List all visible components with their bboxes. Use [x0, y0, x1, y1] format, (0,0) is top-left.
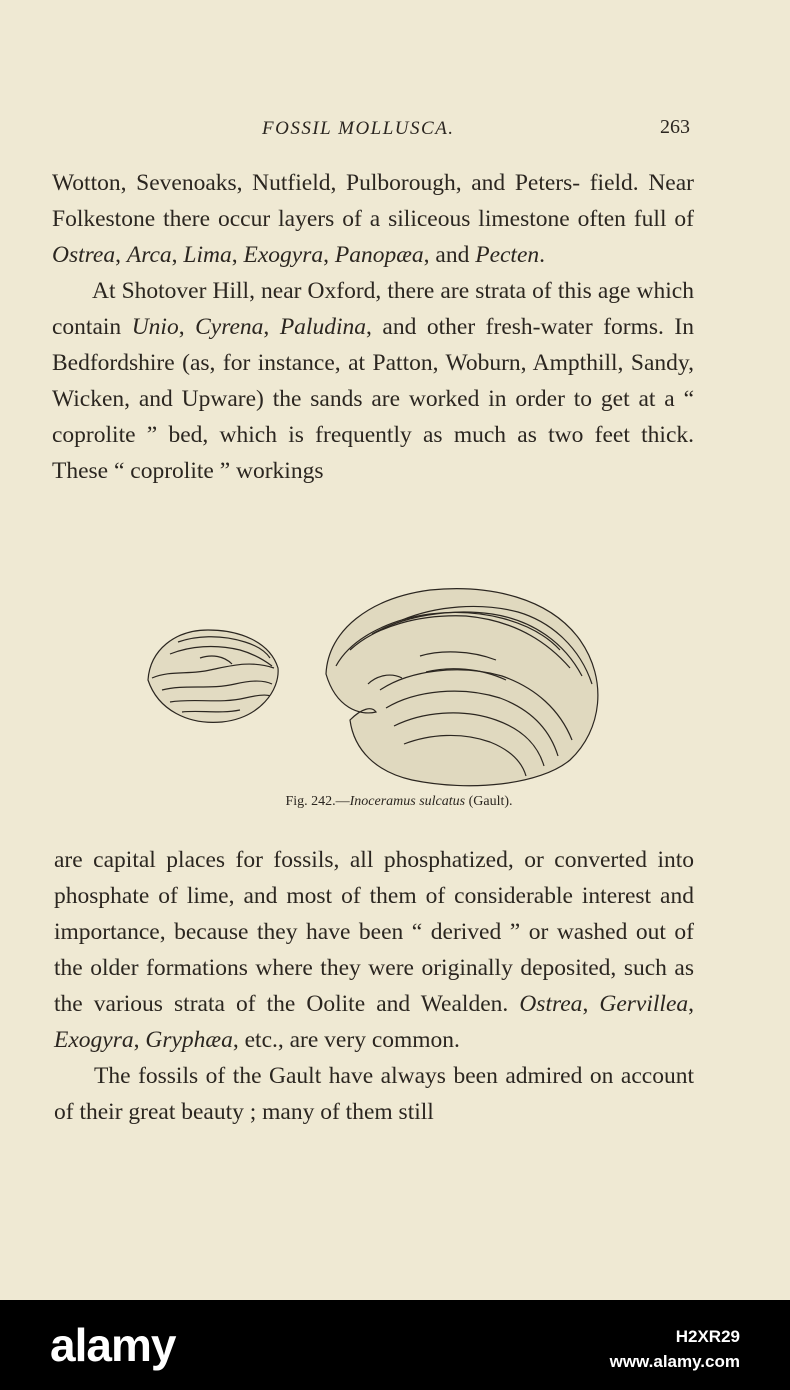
species-name: Inoceramus sulcatus	[349, 794, 466, 809]
watermark-footer	[0, 1300, 790, 1390]
figure-shell-illustration	[140, 580, 620, 790]
genus-name: Ostrea	[52, 242, 116, 268]
genus-name: Arca	[126, 242, 172, 268]
page-header	[0, 114, 790, 144]
genus-name: Ostrea	[519, 991, 583, 1017]
genus-name: Gryphæa	[145, 1027, 233, 1053]
genus-name: Pecten	[475, 242, 540, 268]
paragraph-coprolite: are capital places for fossils, all phosphatized, or converted into phosphate of lime, and most of them of considerable interest and importance, because they have been “ derived ” or washed out of the older formations where they were originally deposited, such as the various strata of the Oolite and Wealden. Ostrea, Gervillea, Exogyra, Gryphæa, etc., are very common.	[54, 847, 695, 1053]
genus-name: Unio	[131, 314, 179, 340]
genus-name: Paludina	[279, 314, 366, 340]
image-id: H2XR29	[675, 1327, 740, 1346]
figure-source: (Gault).	[468, 794, 513, 809]
genus-name: Panopæa	[334, 242, 424, 268]
page-number: 263	[660, 116, 690, 138]
genus-name: Lima	[183, 242, 232, 268]
paragraph-shotover: At Shotover Hill, near Oxford, there are strata of this age which contain Unio, Cyrena, Paludina, and other fresh-water forms. In Bedfordshire (as, for instance, at Patton, Woburn, Ampthill, Sandy, Wicken, and Upware) the sands are worked in order to get at a “ coprolite ” bed, which is frequently as much as two feet thick. These “ coprolite ” workings	[52, 278, 695, 484]
paragraph-continued: Wotton, Sevenoaks, Nutfield, Pulborough, and Peters- field. Near Folkestone there occur layers of a siliceous limestone often full of Ostrea, Arca, Lima, Exogyra, Panopæa, and Pecten.	[52, 170, 695, 268]
genus-name: Cyrena	[195, 314, 264, 340]
text-block-upper	[52, 165, 694, 489]
paragraph-gault: The fossils of the Gault have always been admired on account of their great beauty ; many of them still	[54, 1063, 694, 1125]
site-url: www.alamy.com	[609, 1352, 740, 1371]
text-block-lower	[54, 842, 694, 1130]
figure-caption	[0, 794, 790, 810]
small-shell-drawing	[148, 630, 278, 722]
genus-name: Exogyra	[243, 242, 324, 268]
genus-name: Gervillea	[599, 991, 689, 1017]
figure-label: Fig. 242.—	[285, 794, 350, 809]
alamy-logo: alamy	[50, 1319, 176, 1371]
running-head: FOSSIL MOLLUSCA.	[262, 118, 455, 139]
large-shell-drawing	[326, 589, 598, 786]
genus-name: Exogyra	[54, 1027, 134, 1053]
